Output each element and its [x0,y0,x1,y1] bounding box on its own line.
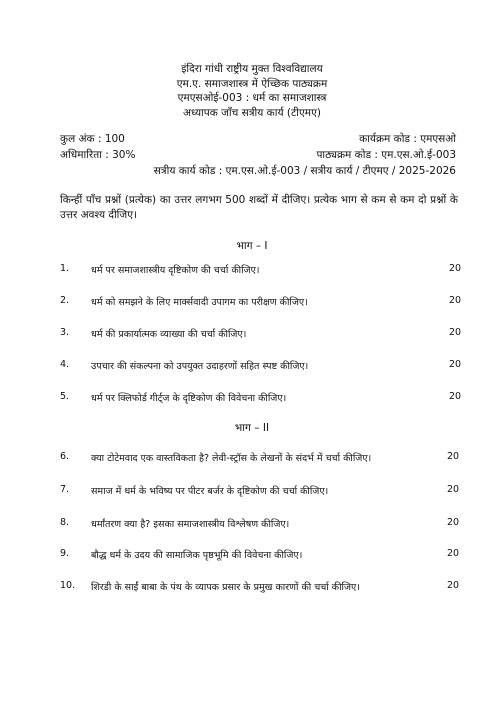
question-text: धर्मांतरण क्या है? इसका समाजशास्त्रीय विश्लेषण कीजिए। [91,519,290,530]
question-text: क्या टोटेमवाद एक वास्तविकता है? लेवी-स्ट्रॉस के लेखनों के संदर्भ में चर्चा कीजिए। [91,453,372,464]
question-text: शिरडी के साईं बाबा के पंथ के व्यापक प्रसार के प्रमुख कारणों की चर्चा कीजिए। [91,582,360,593]
question-text: धर्म की प्रकार्यात्मक व्याख्या की चर्चा कीजिए। [91,329,247,340]
question-number: 9. [60,548,70,559]
instructions: किन्हीं पाँच प्रश्नों (प्रत्येक) का उत्तर लगभग 500 शब्दों में दीजिए। प्रत्येक भाग से कम से कम दो प्रश्नों के उत्तर अवश्य दीजिए। [60,194,458,221]
question-number: 1. [60,263,70,274]
university-name: इंदिरा गांधी राष्ट्रीय मुक्त विश्वविद्यालय [181,63,323,75]
programme-title: एम.ए. समाजशास्त्र में ऐच्छिक पाठ्यक्रम [176,77,328,90]
course-code: पाठ्यक्रम कोड : एम.एस.ओ.ई-003 [316,149,456,161]
weightage: अधिमारिता : 30% [60,149,136,161]
programme-code: कार्यक्रम कोड : एमएसओ [359,133,456,145]
question-text: उपचार की संकल्पना को उपयुक्त उदाहरणों सहित स्पष्ट कीजिए। [91,361,309,372]
question-marks: 20 [447,580,460,591]
document-header [0,62,504,120]
question-text: बौद्ध धर्म के उदय की सामाजिक पृष्ठभूमि की विवेचना कीजिए। [91,550,303,561]
question-number: 4. [60,359,70,370]
total-marks: कुल अंक : 100 [60,133,125,145]
question-marks: 20 [449,295,462,306]
question-number: 6. [60,451,70,462]
question-number: 5. [60,391,70,402]
section-title: भाग – I [236,240,268,252]
assignment-code: सत्रीय कार्य कोड : एम.एस.ओ.ई-003 / सत्रीय कार्य / टीएमए / 2025-2026 [153,165,456,177]
question-marks: 20 [449,327,462,338]
question-text: धर्म को समझने के लिए मार्क्सवादी उपागम का परीक्षण कीजिए। [91,297,308,308]
question-text: धर्म पर समाजशास्त्रीय दृष्टिकोण की चर्चा कीजिए। [91,265,260,276]
section-title: भाग – II [234,422,270,434]
question-marks: 20 [447,517,460,528]
assignment-title: अध्यापक जाँच सत्रीय कार्य (टीएमए) [182,106,321,119]
question-marks: 20 [447,451,460,462]
question-number: 3. [60,327,70,338]
question-marks: 20 [447,484,460,495]
question-number: 8. [60,517,70,528]
question-marks: 20 [449,263,462,274]
question-marks: 20 [449,391,462,402]
question-text: समाज में धर्म के भविष्य पर पीटर बर्जर के दृष्टिकोण की चर्चा कीजिए। [91,486,329,497]
question-text: धर्म पर क्लिफोर्ड गीर्ट्ज के दृष्टिकोण की विवेचना कीजिए। [91,393,287,404]
question-number: 7. [60,484,70,495]
course-title: एमएसओई-003 : धर्म का समाजशास्त्र [177,92,327,104]
question-number: 10. [60,580,76,591]
question-marks: 20 [449,359,462,370]
question-number: 2. [60,295,70,306]
question-marks: 20 [447,548,460,559]
